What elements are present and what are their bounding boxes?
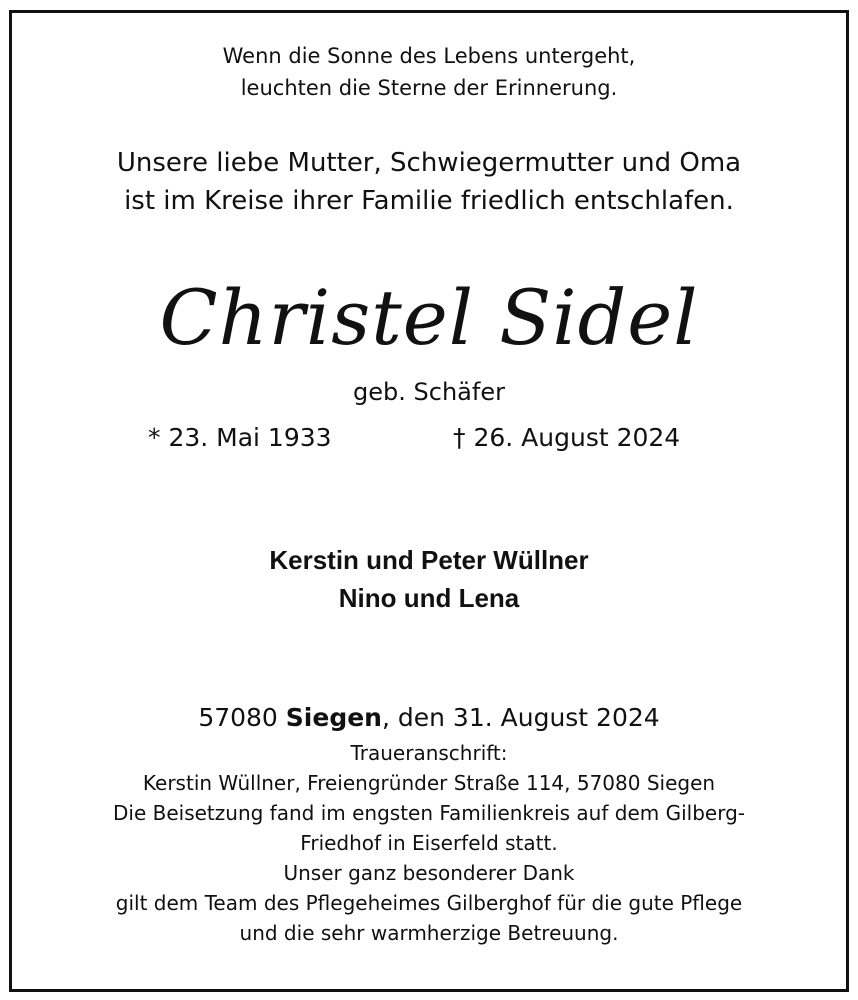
burial-line-2: Friedhof in Eiserfeld statt.	[300, 831, 558, 855]
death-date: † 26. August 2024	[453, 423, 681, 452]
intro-line-2: ist im Kreise ihrer Familie friedlich entschlafen.	[124, 186, 734, 216]
burial-line-1: Die Beisetzung fand im engsten Familienkreis auf dem Gilberg-	[113, 801, 745, 825]
motto-line-2: leuchten die Sterne der Erinnerung.	[240, 76, 618, 100]
postcode: 57080	[198, 703, 278, 732]
thanks-line-3: und die sehr warmherzige Betreuung.	[239, 921, 619, 945]
city: Siegen	[285, 703, 382, 732]
notes	[0, 738, 858, 948]
birth-date: * 23. Mai 1933	[148, 423, 332, 452]
intro-line-1: Unsere liebe Mutter, Schwiegermutter und Oma	[116, 148, 742, 178]
mourners-line-1: Kerstin und Peter Wüllner	[269, 545, 589, 575]
mourners	[0, 541, 858, 617]
date: , den 31. August 2024	[381, 703, 660, 732]
address: Kerstin Wüllner, Freiengründer Straße 114, 57080 Siegen	[142, 771, 716, 795]
place-date	[0, 700, 858, 736]
thanks-line-2: gilt dem Team des Pflegeheimes Gilberghof für die gute Pflege	[115, 891, 743, 915]
intro-text	[0, 144, 858, 220]
maiden-name: geb. Schäfer	[353, 378, 505, 406]
motto	[0, 40, 858, 104]
thanks-line-1: Unser ganz besonderer Dank	[283, 861, 575, 885]
address-label: Traueranschrift:	[350, 741, 508, 765]
deceased-name: Christel Sidel	[159, 273, 699, 362]
motto-line-1: Wenn die Sonne des Lebens untergeht,	[222, 44, 636, 68]
mourners-line-2: Nino und Lena	[338, 583, 520, 613]
